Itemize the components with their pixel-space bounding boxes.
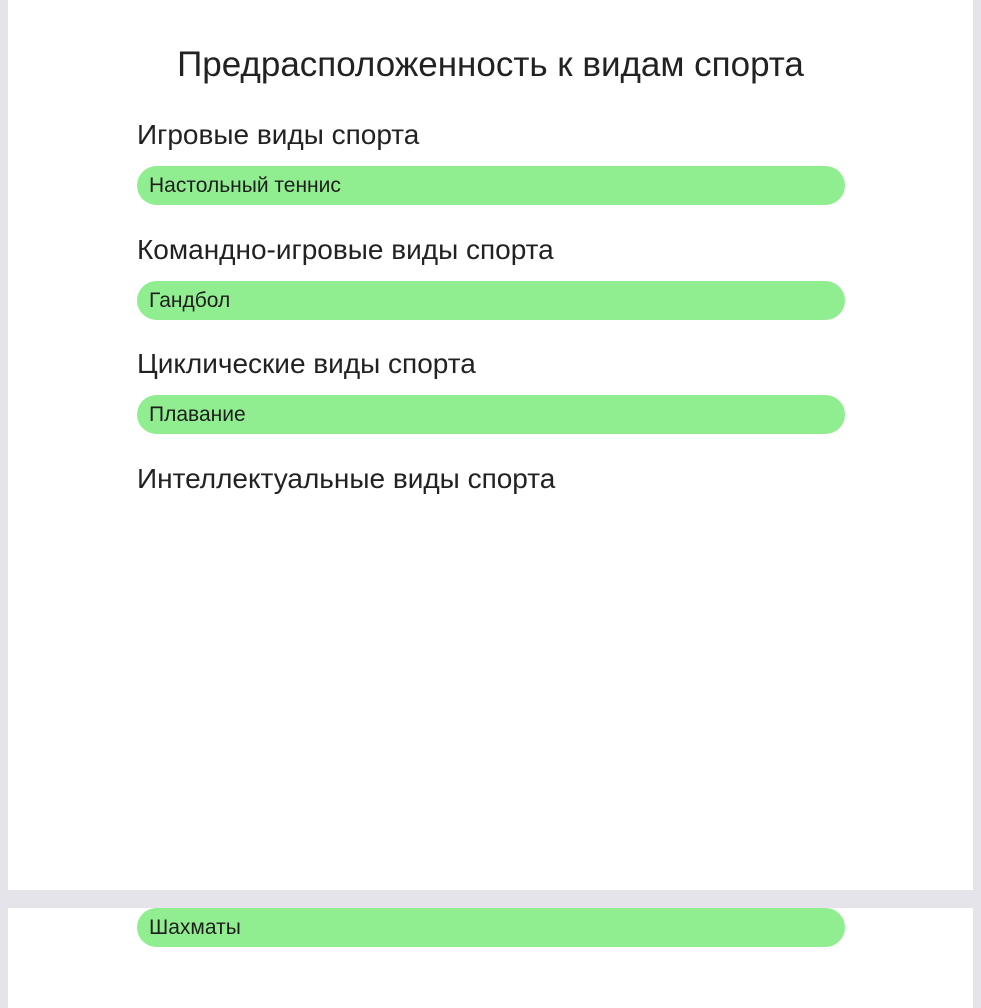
category-title-game-sports: Игровые виды спорта <box>137 119 420 150</box>
category-title-intellectual-sports: Интеллектуальные виды спорта <box>137 463 556 494</box>
category-title-cyclic-sports: Циклические виды спорта <box>137 348 476 379</box>
category-title-team-sports: Командно-игровые виды спорта <box>137 234 554 265</box>
document-page-2 <box>8 908 973 1008</box>
result-pill-cyclic-sports: Плавание <box>137 395 845 434</box>
result-pill-game-sports: Настольный теннис <box>137 166 845 205</box>
document-title: Предрасположенность к видам спорта <box>177 45 804 84</box>
document-page-1 <box>8 0 973 890</box>
result-pill-intellectual-sports: Шахматы <box>137 908 845 947</box>
result-pill-team-sports: Гандбол <box>137 281 845 320</box>
